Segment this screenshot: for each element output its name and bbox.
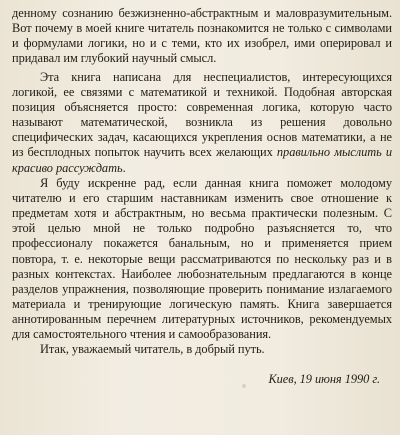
signature: Киев, 19 июня 1990 г. [268, 371, 380, 386]
paragraph-2-emphasis: правильно мыслить и красиво рассуждать [12, 145, 393, 175]
signature-gap [12, 358, 392, 372]
paragraph-2-text-start: Эта книга написана для неспециалистов, интересующихся логикой, ее связями с математикой и техникой. Подобная авторская позиция объясняется просто: современная логика, которую часто называют математической, возникла из решения довольно специфических задач, касающихся укрепления основ математики, а не из бесплодных попыток научить всех желающих [12, 69, 392, 160]
paragraph-2 [12, 70, 392, 176]
page-text [12, 6, 392, 387]
paragraph-1: денному сознанию безжизненно-абстрактным и маловразумительным. Вот почему в моей книге читатель познакомится не только с символами и формулами логики, но и с теми, кто их изобрел, ими оперировал и придавал им глубокий научный смысл. [12, 6, 392, 66]
paragraph-4: Итак, уважаемый читатель, в добрый путь. [40, 342, 265, 357]
page-speck [242, 384, 246, 388]
paragraph-2-text-end: . [122, 160, 126, 175]
paragraph-3: Я буду искренне рад, если данная книга поможет молодому читателю и его старшим наставникам изменить свое отношение к предметам хотя и абстрактным, но весьма практически полезным. С этой целью мной не только подробно разъясняется то, что профессионалу покажется банальным, но и применяется прием повтора, т. е. некоторые вещи рассматриваются по нескольку раз и в разных контекстах. Наиболее любознательным предлагаются в конце разделов упражнения, позволяющие проверить понимание излагаемого материала и тренирующие логическую память. Книга завершается аннотированным перечнем литературных источников, рекомендуемых для самостоятельного чтения и самообразования. [12, 175, 392, 342]
